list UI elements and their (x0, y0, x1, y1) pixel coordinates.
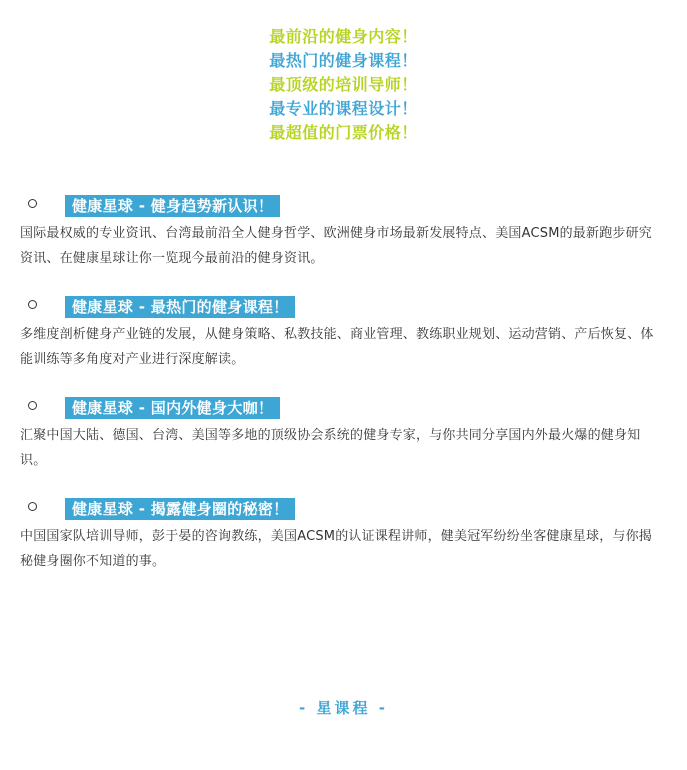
slogan-line: 最热门的健身课程！ (269, 51, 418, 70)
footer-label: - 星课程 - (299, 699, 388, 717)
section-heading: 健康星球 - 健身趋势新认识！ (65, 195, 280, 217)
section-trends (20, 195, 660, 271)
section-heading-row (20, 498, 660, 522)
slogan-line: 最顶级的培训导师！ (269, 75, 418, 94)
section-heading-row (20, 195, 660, 219)
section-heading-row (20, 397, 660, 421)
slogan-line: 最超值的门票价格！ (269, 123, 418, 142)
section-body: 多维度剖析健身产业链的发展，从健身策略、私教技能、商业管理、教练职业规划、运动营销、产后恢复、体能训练等多角度对产业进行深度解读。 (20, 327, 654, 367)
slogan-list (0, 25, 687, 145)
section-experts (20, 397, 660, 473)
section-courses (20, 296, 660, 372)
section-heading: 健康星球 - 揭露健身圈的秘密！ (65, 498, 295, 520)
section-secrets (20, 498, 660, 574)
bullet-circle-icon (28, 300, 37, 309)
bullet-circle-icon (28, 401, 37, 410)
slogan-line: 最前沿的健身内容！ (269, 27, 418, 46)
bullet-circle-icon (28, 502, 37, 511)
section-body: 中国国家队培训导师，彭于晏的咨询教练，美国ACSM的认证课程讲师，健美冠军纷纷坐客健康星球，与你揭秘健身圈你不知道的事。 (20, 529, 653, 569)
section-heading: 健康星球 - 最热门的健身课程！ (65, 296, 295, 318)
section-heading-row (20, 296, 660, 320)
section-body: 国际最权威的专业资讯、台湾最前沿全人健身哲学、欧洲健身市场最新发展特点、美国ACSM的最新跑步研究资讯、在健康星球让你一览现今最前沿的健身资讯。 (20, 226, 653, 266)
slogan-line: 最专业的课程设计！ (269, 99, 418, 118)
section-body: 汇聚中国大陆、德国、台湾、美国等多地的顶级协会系统的健身专家，与你共同分享国内外最火爆的健身知识。 (20, 428, 641, 468)
bullet-circle-icon (28, 199, 37, 208)
section-heading: 健康星球 - 国内外健身大咖！ (65, 397, 280, 419)
